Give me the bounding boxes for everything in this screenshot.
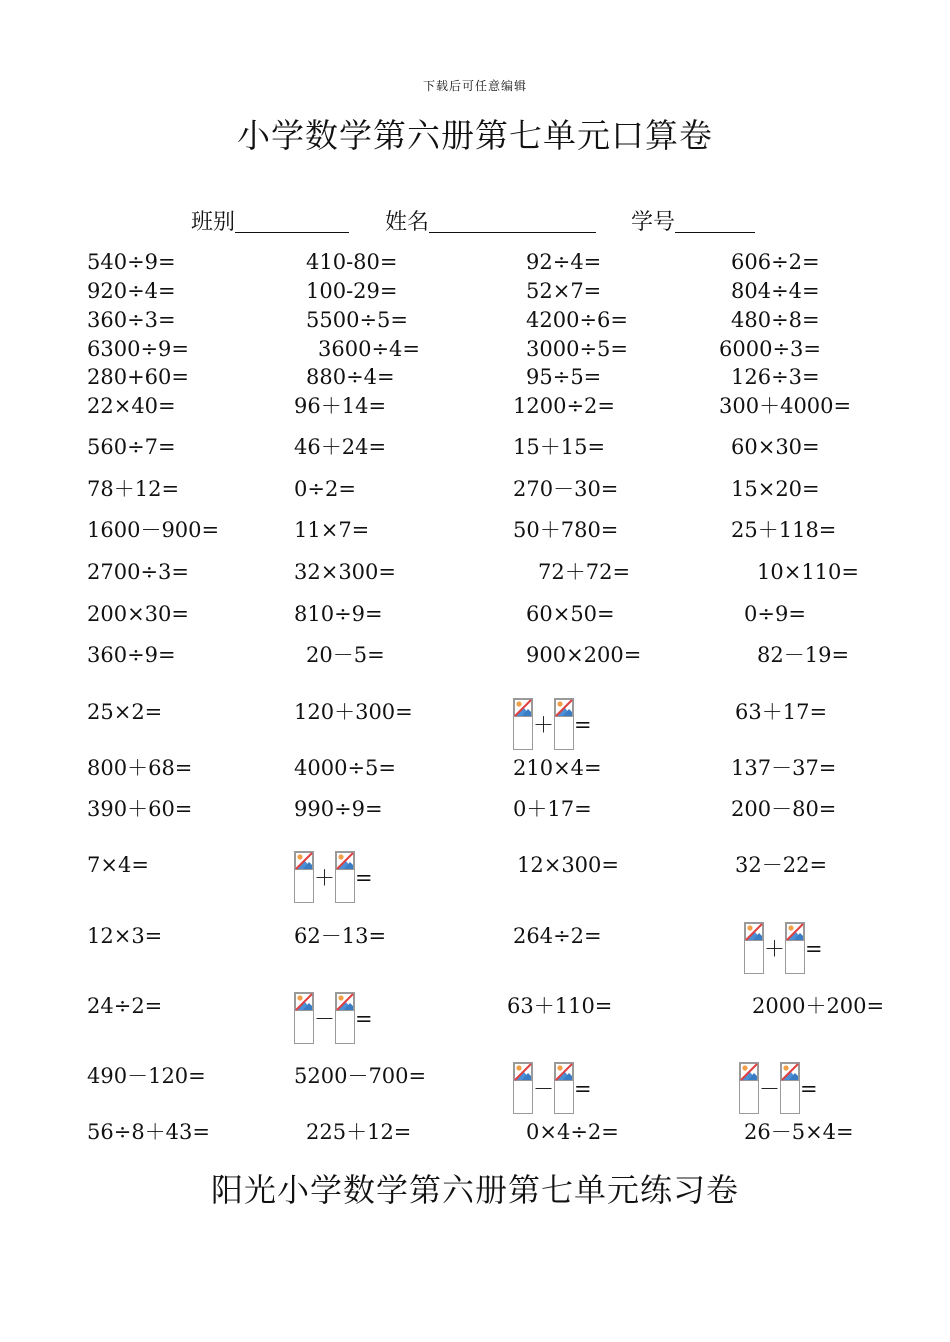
missing-image-icon xyxy=(295,993,313,1011)
problem-15-1: 390＋60= xyxy=(87,797,193,821)
problem-4-4: 6000÷3= xyxy=(719,337,821,361)
answer-box-right xyxy=(780,1062,800,1114)
problem-17-2: 62－13= xyxy=(294,924,387,948)
problem-17-3: 264÷2= xyxy=(513,924,602,948)
problem-7-3: 15＋15= xyxy=(513,435,606,459)
problem-7-4: 60×30= xyxy=(731,435,820,459)
answer-box-left xyxy=(294,992,314,1044)
problem-9-1: 1600－900= xyxy=(87,518,220,542)
problem-9-3: 50＋780= xyxy=(513,518,619,542)
answer-box-right xyxy=(335,992,355,1044)
problem-1-1: 540÷9= xyxy=(87,250,176,274)
problem-2-1: 920÷4= xyxy=(87,279,176,303)
problem-12-1: 360÷9= xyxy=(87,643,176,667)
answer-box-right xyxy=(335,851,355,903)
problem-6-2: 96＋14= xyxy=(294,394,387,418)
problem-20-1: 56÷8＋43= xyxy=(87,1120,210,1144)
answer-box-left xyxy=(513,698,533,750)
problem-11-4: 0÷9= xyxy=(744,602,806,626)
problem-12-4: 82－19= xyxy=(757,643,850,667)
problem-20-3: 0×4÷2= xyxy=(526,1120,619,1144)
operator-symbol: ＋ xyxy=(314,866,335,890)
problem-18-4: 2000＋200= xyxy=(752,994,885,1018)
student-number-label: 学号 xyxy=(631,210,676,235)
answer-box-left xyxy=(513,1062,533,1114)
problem-4-2: 3600÷4= xyxy=(318,337,420,361)
problem-5-3: 95÷5= xyxy=(526,365,602,389)
equals-symbol: = xyxy=(355,1007,373,1031)
problem-15-3: 0＋17= xyxy=(513,797,592,821)
problem-14-4: 137－37= xyxy=(731,756,837,780)
problem-5-1: 280+60= xyxy=(87,365,189,389)
problem-12-3: 900×200= xyxy=(526,643,642,667)
operator-symbol: ＋ xyxy=(764,937,785,961)
answer-box-left xyxy=(744,922,764,974)
name-field xyxy=(385,205,596,236)
problem-13-1: 25×2= xyxy=(87,700,163,724)
problem-2-3: 52×7= xyxy=(526,279,602,303)
problem-14-1: 800＋68= xyxy=(87,756,193,780)
header-note: 下载后可任意编辑 xyxy=(422,79,527,93)
class-label: 班别 xyxy=(191,210,236,235)
missing-image-icon xyxy=(336,852,354,870)
missing-image-icon xyxy=(740,1063,758,1081)
problem-10-4: 10×110= xyxy=(757,560,859,584)
class-blank xyxy=(235,210,349,233)
answer-box-left xyxy=(739,1062,759,1114)
problem-8-2: 0÷2= xyxy=(294,477,356,501)
problem-16-3: 12×300= xyxy=(517,853,619,877)
equals-symbol: = xyxy=(805,937,823,961)
problem-19-4 xyxy=(739,1062,818,1114)
equals-symbol: = xyxy=(355,866,373,890)
missing-image-icon xyxy=(336,993,354,1011)
problem-8-3: 270－30= xyxy=(513,477,619,501)
problem-16-4: 32－22= xyxy=(735,853,828,877)
problem-15-2: 990÷9= xyxy=(294,797,383,821)
problem-14-2: 4000÷5= xyxy=(294,756,396,780)
student-number-field xyxy=(631,205,755,236)
problem-16-2 xyxy=(294,851,373,903)
problem-18-3: 63＋110= xyxy=(507,994,613,1018)
operator-symbol: － xyxy=(759,1077,780,1101)
problem-2-2: 100-29= xyxy=(306,279,398,303)
class-field xyxy=(191,205,349,236)
problem-10-1: 2700÷3= xyxy=(87,560,189,584)
problem-14-3: 210×4= xyxy=(513,756,602,780)
problem-3-4: 480÷8= xyxy=(731,308,820,332)
problem-19-3 xyxy=(513,1062,592,1114)
problem-3-2: 5500÷5= xyxy=(306,308,408,332)
problem-6-4: 300＋4000= xyxy=(719,394,852,418)
problem-13-2: 120＋300= xyxy=(294,700,413,724)
operator-symbol: － xyxy=(533,1077,554,1101)
equals-symbol: = xyxy=(574,713,592,737)
problem-10-3: 72＋72= xyxy=(538,560,631,584)
problem-1-3: 92÷4= xyxy=(526,250,602,274)
operator-symbol: ＋ xyxy=(533,713,554,737)
missing-image-icon xyxy=(786,923,804,941)
answer-box-right xyxy=(554,698,574,750)
problem-16-1: 7×4= xyxy=(87,853,149,877)
problem-9-2: 11×7= xyxy=(294,518,370,542)
equals-symbol: = xyxy=(574,1077,592,1101)
missing-image-icon xyxy=(514,699,532,717)
problem-20-4: 26－5×4= xyxy=(744,1120,854,1144)
worksheet-title: 小学数学第六册第七单元口算卷 xyxy=(237,116,713,155)
problem-13-3 xyxy=(513,698,592,750)
name-blank xyxy=(429,210,596,233)
name-label: 姓名 xyxy=(385,210,430,235)
operator-symbol: － xyxy=(314,1007,335,1031)
problem-18-1: 24÷2= xyxy=(87,994,163,1018)
equals-symbol: = xyxy=(800,1077,818,1101)
problem-9-4: 25＋118= xyxy=(731,518,837,542)
problem-11-1: 200×30= xyxy=(87,602,189,626)
problem-19-2: 5200－700= xyxy=(294,1064,427,1088)
missing-image-icon xyxy=(745,923,763,941)
problem-15-4: 200－80= xyxy=(731,797,837,821)
problem-1-4: 606÷2= xyxy=(731,250,820,274)
missing-image-icon xyxy=(555,699,573,717)
problem-1-2: 410-80= xyxy=(306,250,398,274)
problem-17-4 xyxy=(744,922,823,974)
problem-11-2: 810÷9= xyxy=(294,602,383,626)
problem-7-1: 560÷7= xyxy=(87,435,176,459)
problem-8-1: 78＋12= xyxy=(87,477,180,501)
problem-11-3: 60×50= xyxy=(526,602,615,626)
problem-3-1: 360÷3= xyxy=(87,308,176,332)
problem-18-2 xyxy=(294,992,373,1044)
problem-2-4: 804÷4= xyxy=(731,279,820,303)
problem-7-2: 46＋24= xyxy=(294,435,387,459)
student-number-blank xyxy=(675,210,755,233)
problem-6-3: 1200÷2= xyxy=(513,394,615,418)
answer-box-left xyxy=(294,851,314,903)
problem-13-4: 63＋17= xyxy=(735,700,828,724)
footer-title: 阳光小学数学第六册第七单元练习卷 xyxy=(210,1171,739,1209)
problem-5-4: 126÷3= xyxy=(731,365,820,389)
problem-3-3: 4200÷6= xyxy=(526,308,628,332)
answer-box-right xyxy=(554,1062,574,1114)
missing-image-icon xyxy=(555,1063,573,1081)
problem-10-2: 32×300= xyxy=(294,560,396,584)
problem-4-1: 6300÷9= xyxy=(87,337,189,361)
missing-image-icon xyxy=(514,1063,532,1081)
problem-4-3: 3000÷5= xyxy=(526,337,628,361)
problem-5-2: 880÷4= xyxy=(306,365,395,389)
problem-17-1: 12×3= xyxy=(87,924,163,948)
answer-box-right xyxy=(785,922,805,974)
problem-19-1: 490－120= xyxy=(87,1064,206,1088)
missing-image-icon xyxy=(781,1063,799,1081)
problem-12-2: 20－5= xyxy=(306,643,385,667)
problem-20-2: 225＋12= xyxy=(306,1120,412,1144)
missing-image-icon xyxy=(295,852,313,870)
problem-8-4: 15×20= xyxy=(731,477,820,501)
problem-6-1: 22×40= xyxy=(87,394,176,418)
